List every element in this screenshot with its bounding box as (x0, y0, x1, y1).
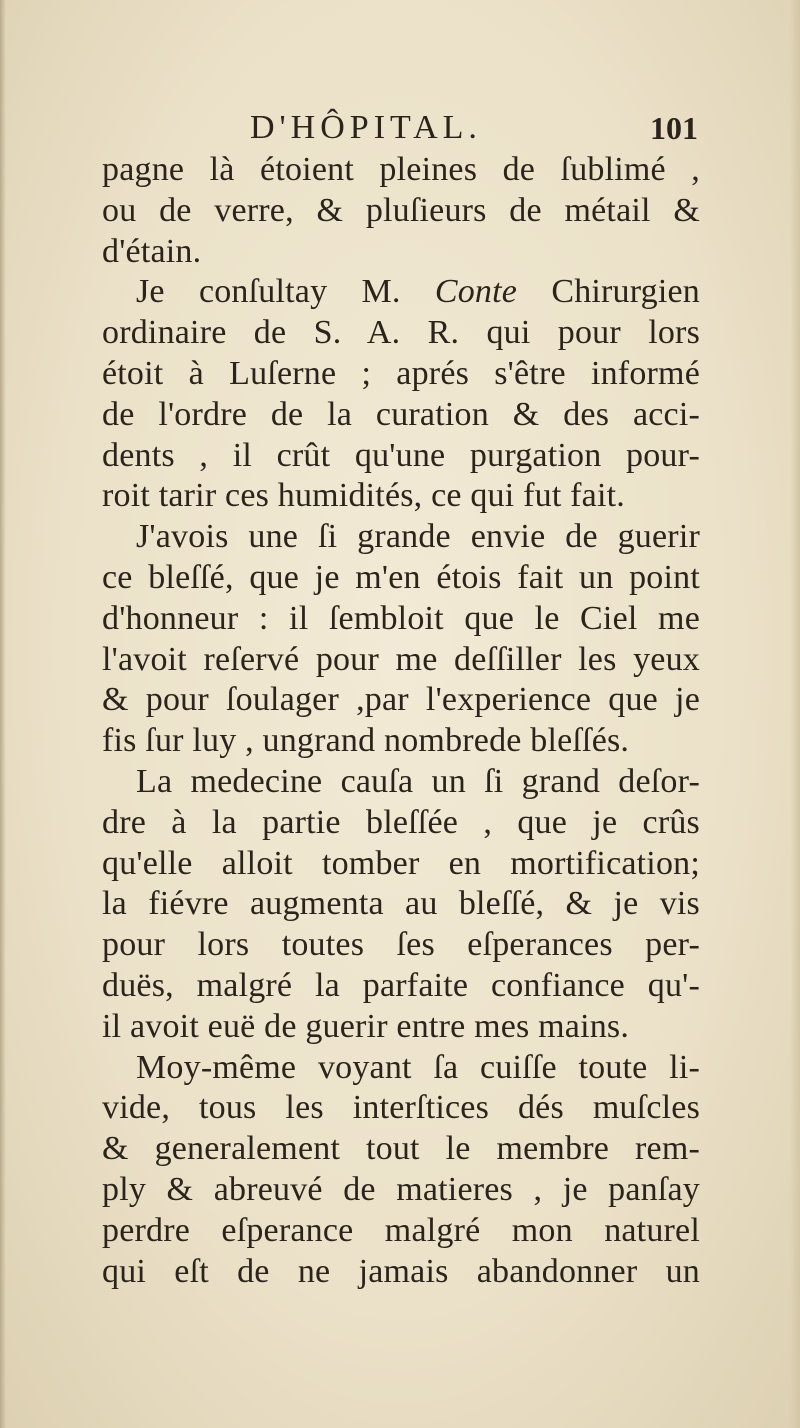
text-line: J'avois une ſi grande envie de guerir (136, 518, 700, 556)
text-line: roit tarir ces humidités, ce qui fut fait. (102, 477, 625, 515)
text-line: qui eſt de ne jamais abandonner un (102, 1252, 700, 1290)
italic-name: Conte (434, 273, 518, 311)
text-line: ou de verre, & pluſieurs de métail & (102, 191, 700, 229)
text-line: Moy-même voyant ſa cuiſſe toute li- (136, 1048, 700, 1086)
text-line: de l'ordre de la curation & des acci- (102, 395, 700, 433)
text-line: fis ſur luy , ungrand nombrede bleſſés. (102, 722, 630, 760)
text-line: ce bleſſé, que je m'en étois fait un point (102, 558, 700, 596)
text-line: & generalement tout le membre rem- (102, 1130, 700, 1168)
page-number: 101 (650, 110, 698, 146)
text-line: vide, tous les interſtices dés muſcles (102, 1089, 700, 1127)
page-right-edge (790, 0, 800, 1428)
text-line: d'étain. (102, 232, 202, 270)
text-line: duës, malgré la parfaite confiance qu'- (102, 966, 700, 1004)
text-line: dents , il crût qu'une purgation pour- (102, 436, 700, 474)
text-line (102, 272, 700, 313)
text-line: ordinaire de S. A. R. qui pour lors (102, 314, 700, 352)
text-line: pour lors toutes ſes eſperances per- (102, 926, 700, 964)
text-line: & pour ſoulager ,par l'experience que je (102, 681, 700, 719)
text-line: dre à la partie bleſſée , que je crûs (102, 803, 700, 841)
page-left-edge (0, 0, 6, 1428)
text-line: pagne là étoient pleines de ſublimé , (102, 151, 700, 188)
body-text (102, 150, 700, 1292)
text-line: l'avoit reſervé pour me deſſiller les yeux (102, 640, 700, 678)
text-line: La medecine cauſa un ſi grand deſor- (136, 762, 700, 800)
text-line: étoit à Luſerne ; aprés s'être informé (102, 354, 700, 392)
text-line: ply & abreuvé de matieres , je panſay (102, 1170, 700, 1208)
running-title: D'HÔPITAL. (250, 109, 482, 146)
text-line: d'honneur : il ſembloit que le Ciel me (102, 599, 700, 637)
text-fragment: Je conſultay M. (136, 273, 401, 311)
text-fragment: Chirurgien (551, 273, 701, 311)
text-line: il avoit euë de guerir entre mes mains. (102, 1007, 630, 1045)
text-line: qu'elle alloit tomber en mortification; (102, 844, 700, 882)
text-line: la fiévre augmenta au bleſſé, & je vis (102, 885, 700, 923)
running-head (100, 108, 700, 148)
text-line: perdre eſperance malgré mon naturel (102, 1211, 700, 1249)
